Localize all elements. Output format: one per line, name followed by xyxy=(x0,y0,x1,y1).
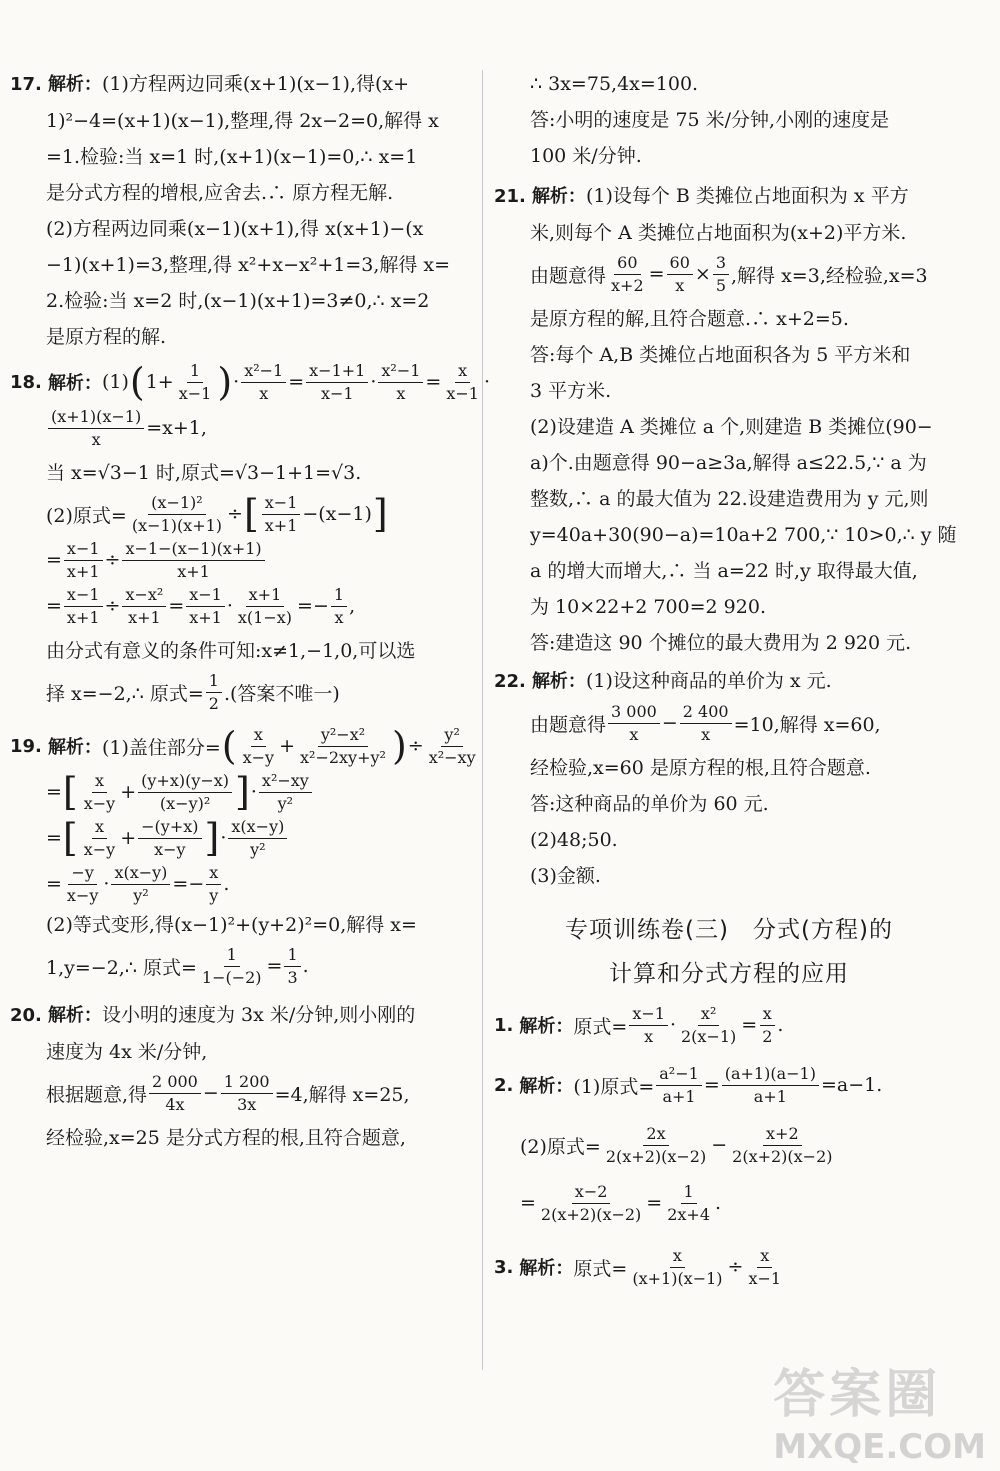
equation-line xyxy=(494,1122,964,1168)
text: =x+1, xyxy=(146,417,207,439)
item-1 xyxy=(494,1002,964,1048)
analysis-tag: 解析： xyxy=(47,1005,102,1026)
fraction: $\frac{\text{x²−1}}{x}$ xyxy=(378,360,423,405)
text: = xyxy=(172,873,189,895)
fraction: $\frac{x}{x-1}$ xyxy=(446,360,479,403)
text: .(答案不唯一) xyxy=(223,682,340,705)
question-21 xyxy=(494,178,964,661)
text: + xyxy=(120,827,137,849)
text-line: (2)48;50. xyxy=(530,829,618,851)
fraction: $\frac{x-2}{2(x+2)(x-2)}$ xyxy=(540,1181,642,1224)
fraction: $\frac{x}{x-y}$ xyxy=(83,770,116,813)
paren-close: ) xyxy=(217,360,233,404)
fraction: $\frac{1}{3}$ xyxy=(284,944,300,989)
bracket-close: ] xyxy=(372,492,388,536)
equation-line xyxy=(10,815,472,861)
fraction: $\frac{1}{x}$ xyxy=(331,584,347,629)
question-number: 1. xyxy=(494,1014,514,1036)
text-line: (2)设建造 A 类摊位 a 个,则建造 B 类摊位(90− xyxy=(530,416,933,438)
fraction: $\frac{1}{1-(-2)}$ xyxy=(201,944,262,987)
section-header xyxy=(494,908,964,996)
text: = xyxy=(266,955,283,977)
fraction: $\frac{60}{x+2}$ xyxy=(611,252,644,295)
analysis-tag: 解析： xyxy=(519,1016,574,1037)
equation-line xyxy=(494,700,964,746)
fraction: $\frac{x}{x-y}$ xyxy=(83,816,116,859)
text-line: =1.检验:当 x=1 时,(x+1)(x−1)=0,∴ x=1 xyxy=(46,146,418,168)
fraction: $\frac{-y}{x-y}$ xyxy=(66,862,99,905)
question-20-continued xyxy=(494,66,964,174)
text: 1+ xyxy=(145,371,174,393)
question-number: 21. xyxy=(494,186,526,207)
text: · xyxy=(226,595,233,617)
left-column xyxy=(10,66,490,1156)
watermark-url: MXQE.COM xyxy=(773,1427,986,1467)
paren-open: ( xyxy=(221,724,237,768)
text: + xyxy=(279,735,295,757)
fraction: $\frac{x}{x-1}$ xyxy=(748,1245,782,1288)
text: =10,解得 x=60, xyxy=(733,713,881,736)
text-line: 整数,∴ a 的最大值为 22.设建造费用为 y 元,则 xyxy=(530,488,929,510)
equation-line xyxy=(494,251,964,297)
item-2 xyxy=(494,1062,964,1226)
equation-line xyxy=(10,943,472,989)
text: = xyxy=(46,827,62,849)
fraction: $\frac{3 000}{x}$ xyxy=(608,701,660,746)
text-line: (2)方程两边同乘(x−1)(x+1),得 x(x+1)−(x xyxy=(46,218,424,240)
question-22 xyxy=(494,663,964,894)
text: × xyxy=(694,263,711,285)
text: ÷ xyxy=(227,503,243,525)
fraction: $\frac{\text{x²−1}}{x}$ xyxy=(241,360,286,405)
text-line: 100 米/分钟. xyxy=(530,145,642,167)
fraction: $\frac{x+2}{2(x+2)(x-2)}$ xyxy=(732,1123,833,1166)
text: 择 x=−2,∴ 原式= xyxy=(46,682,204,705)
fraction: $\frac{x}{2}$ xyxy=(759,1003,775,1048)
question-number: 2. xyxy=(494,1074,514,1096)
text-line: 由分式有意义的条件可知:x≠1,−1,0,可以选 xyxy=(46,640,416,662)
text: · xyxy=(220,827,227,849)
text-line: 为 10×22+2 700=2 920. xyxy=(530,596,766,618)
text: = xyxy=(520,1192,536,1214)
equation-line xyxy=(10,491,472,537)
fraction: $\frac{-(y+x)}{x-y}$ xyxy=(138,816,201,861)
text-line: 答:小明的速度是 75 米/分钟,小刚的速度是 xyxy=(530,109,890,131)
fraction: $\frac{(y+x)(y-x)}{\text{(x−y)²}}$ xyxy=(138,770,232,815)
text: ,解得 x=3,经检验,x=3 xyxy=(731,264,928,287)
fraction: $\frac{\text{y²−x²}}{\text{x²−2xy+y²}}$ xyxy=(300,724,386,767)
analysis-tag: 解析： xyxy=(47,373,102,394)
equation-line xyxy=(494,1002,964,1048)
fraction: $\frac{1}{x-1}$ xyxy=(178,360,212,403)
text: (2)原式= xyxy=(520,1135,601,1158)
text: . xyxy=(302,955,309,977)
equation-line xyxy=(10,583,472,629)
bracket-open: [ xyxy=(243,492,259,536)
text: = xyxy=(46,873,62,895)
fraction: $\frac{x-1}{x+1}$ xyxy=(262,492,301,537)
fraction: $\frac{\text{y²}}{\text{x²−xy}}$ xyxy=(428,724,476,767)
fraction: $\frac{60}{x}$ xyxy=(667,252,693,297)
text: − xyxy=(661,712,678,734)
fraction: $\frac{x-1+1}{x-1}$ xyxy=(306,360,368,405)
text-line: 答:这种商品的单价为 60 元. xyxy=(530,793,769,815)
question-17 xyxy=(10,66,472,355)
text: . xyxy=(715,1192,722,1214)
text: − xyxy=(312,595,329,617)
text: (1)盖住部分= xyxy=(101,736,221,759)
text: = xyxy=(168,595,185,617)
text-line: (1)设这种商品的单价为 x 元. xyxy=(585,670,832,692)
analysis-tag: 解析： xyxy=(47,737,102,758)
text: + xyxy=(120,781,137,803)
fraction: $\frac{2 400}{x}$ xyxy=(680,701,732,746)
text: = xyxy=(297,595,313,617)
fraction: $\frac{x(x-y)}{\text{y²}}$ xyxy=(228,816,287,861)
question-number: 19. xyxy=(10,735,42,757)
text: − xyxy=(711,1134,728,1156)
text: −(x−1) xyxy=(302,503,372,525)
equation-line xyxy=(10,1070,472,1116)
equation-line xyxy=(10,723,476,769)
equation-line xyxy=(10,537,472,583)
text-line: a 的增大而增大,∴ 当 a=22 时,y 取得最大值, xyxy=(530,560,918,582)
fraction: $\frac{(x+1)(x-1)}{x}$ xyxy=(48,406,144,451)
text-line: (3)金额. xyxy=(530,865,601,887)
text: = xyxy=(741,1014,758,1036)
equation-line xyxy=(10,405,472,451)
fraction: $\frac{\text{(x−1)²}}{(x-1)(x+1)}$ xyxy=(131,492,223,535)
bracket-close: ] xyxy=(204,816,220,860)
fraction: $\frac{\text{x²−xy}}{\text{y²}}$ xyxy=(259,770,312,815)
fraction: $\frac{x+1}{x(1-x)}$ xyxy=(237,584,293,627)
fraction: $\frac{x-1}{x}$ xyxy=(629,1003,668,1048)
text-line: 经检验,x=25 是分式方程的根,且符合题意, xyxy=(46,1127,406,1149)
paren-open: ( xyxy=(129,360,145,404)
question-number: 20. xyxy=(10,1005,42,1026)
fraction: $\frac{2x}{2(x+2)(x-2)}$ xyxy=(605,1123,707,1166)
text: 原式= xyxy=(573,1015,628,1038)
fraction: $\frac{x}{y}$ xyxy=(206,862,221,907)
question-number: 3. xyxy=(494,1256,514,1278)
fraction: $\frac{1 200}{3x}$ xyxy=(221,1071,273,1116)
text-line: 设小明的速度为 3x 米/分钟,则小刚的 xyxy=(101,1004,416,1026)
text-line: (1)方程两边同乘(x+1)(x−1),得(x+ xyxy=(101,73,410,95)
text: =a−1. xyxy=(820,1074,883,1096)
fraction: $\frac{x(x-y)}{\text{y²}}$ xyxy=(111,862,170,907)
text: = xyxy=(648,263,665,285)
fraction: $\frac{3}{5}$ xyxy=(713,252,729,297)
fraction: $\frac{x-1}{x+1}$ xyxy=(186,584,225,629)
watermark-logo xyxy=(773,1352,986,1467)
fraction: $\frac{1}{2x+4}$ xyxy=(667,1181,711,1224)
text-line: 是原方程的解. xyxy=(46,326,167,348)
text: − xyxy=(188,873,205,895)
text-line: 是分式方程的增根,应舍去.∴ 原方程无解. xyxy=(46,182,394,204)
text: · xyxy=(250,781,257,803)
text: = xyxy=(646,1192,663,1214)
text: 由题意得 xyxy=(530,264,607,287)
equation-line xyxy=(10,359,490,405)
text: ÷ xyxy=(104,549,121,571)
bracket-open: [ xyxy=(62,770,78,814)
text: = xyxy=(46,549,62,571)
equation-line xyxy=(494,1062,964,1108)
item-3 xyxy=(494,1244,964,1290)
equation-line xyxy=(494,1180,964,1226)
text: ÷ xyxy=(104,595,121,617)
text-line: (1)设每个 B 类摊位占地面积为 x 平方 xyxy=(585,185,909,207)
text: · xyxy=(483,371,490,393)
text-line: 经检验,x=60 是原方程的根,且符合题意. xyxy=(530,757,871,779)
equation-line xyxy=(10,769,472,815)
analysis-tag: 解析： xyxy=(519,1076,574,1097)
question-18 xyxy=(10,359,490,715)
section-subtitle: 计算和分式方程的应用 xyxy=(609,961,849,987)
text-line: a)个.由题意得 90−a≥3a,解得 a≤22.5,∵ a 为 xyxy=(530,452,927,474)
text: · xyxy=(669,1014,676,1036)
text: =4,解得 x=25, xyxy=(274,1083,410,1106)
text-line: 答:每个 A,B 类摊位占地面积各为 5 平方米和 xyxy=(530,344,911,366)
text: 由题意得 xyxy=(530,713,607,736)
question-number: 22. xyxy=(494,671,526,692)
section-title: 专项训练卷(三) 分式(方程)的 xyxy=(565,917,893,943)
text: 原式= xyxy=(573,1257,628,1280)
fraction: $\frac{x-1}{x+1}$ xyxy=(64,584,103,629)
text: · xyxy=(370,371,377,393)
question-20 xyxy=(10,997,472,1156)
fraction: $\frac{x-1-(x-1)(x+1)}{x+1}$ xyxy=(122,538,264,583)
text: = xyxy=(425,371,442,393)
column-divider xyxy=(482,70,483,1370)
fraction: $\frac{1}{2}$ xyxy=(206,670,222,715)
paren-close: ) xyxy=(391,724,407,768)
text: (1) xyxy=(101,371,129,393)
text-line: 1)²−4=(x+1)(x−1),整理,得 2x−2=0,解得 x xyxy=(46,110,439,132)
fraction: $\frac{x}{(x+1)(x-1)}$ xyxy=(632,1245,723,1288)
text: 1,y=−2,∴ 原式= xyxy=(46,956,197,979)
text-line: ∴ 3x=75,4x=100. xyxy=(530,73,699,95)
text: = xyxy=(703,1074,720,1096)
text: (1)原式= xyxy=(573,1075,655,1098)
text: ÷ xyxy=(407,735,424,757)
text: − xyxy=(202,1082,219,1104)
bracket-close: ] xyxy=(235,770,250,814)
text: ÷ xyxy=(727,1256,744,1278)
fraction: $\frac{x}{x-y}$ xyxy=(242,724,275,767)
text-line: −1)(x+1)=3,整理,得 x²+x−x²+1=3,解得 x= xyxy=(46,254,451,276)
fraction: $\frac{\text{a²−1}}{a+1}$ xyxy=(656,1063,702,1108)
text-line: y=40a+30(90−a)=10a+2 700,∵ 10>0,∴ y 随 xyxy=(530,524,957,546)
question-number: 18. xyxy=(10,371,42,393)
equation-line xyxy=(494,1244,964,1290)
question-number: 17. xyxy=(10,74,42,95)
analysis-tag: 解析： xyxy=(531,671,586,692)
text-line: 2.检验:当 x=2 时,(x−1)(x+1)=3≠0,∴ x=2 xyxy=(46,290,430,312)
text-line: 3 平方米. xyxy=(530,380,612,402)
equation-line xyxy=(10,669,472,715)
text: , xyxy=(349,595,356,617)
analysis-tag: 解析： xyxy=(47,74,102,95)
text: = xyxy=(288,371,305,393)
text-line: 是原方程的解,且符合题意.∴ x+2=5. xyxy=(530,308,849,330)
text: . xyxy=(223,873,230,895)
right-column xyxy=(494,66,964,1290)
text: · xyxy=(103,873,110,895)
text: . xyxy=(777,1014,784,1036)
analysis-tag: 解析： xyxy=(519,1258,574,1279)
text-line: 米,则每个 A 类摊位占地面积为(x+2)平方米. xyxy=(530,222,907,244)
text: · xyxy=(233,371,240,393)
fraction: $\frac{\text{x−x²}}{x+1}$ xyxy=(122,584,166,629)
text-line: 当 x=√3−1 时,原式=√3−1+1=√3. xyxy=(46,462,362,484)
fraction: $\frac{2 000}{4x}$ xyxy=(149,1071,201,1116)
text-line: 答:建造这 90 个摊位的最大费用为 2 920 元. xyxy=(530,632,912,654)
text: = xyxy=(46,781,62,803)
bracket-open: [ xyxy=(62,816,78,860)
fraction: $\frac{\text{x²}}{2(x-1)}$ xyxy=(681,1003,737,1046)
text: = xyxy=(46,595,62,617)
text: (2)原式= xyxy=(46,504,127,527)
equation-line xyxy=(10,861,472,907)
text-line: (2)等式变形,得(x−1)²+(y+2)²=0,解得 x= xyxy=(46,914,417,936)
question-19 xyxy=(10,723,476,989)
analysis-tag: 解析： xyxy=(531,186,586,207)
text: 根据题意,得 xyxy=(46,1083,148,1106)
fraction: $\frac{x-1}{x+1}$ xyxy=(64,538,103,583)
fraction: $\frac{(a+1)(a-1)}{a+1}$ xyxy=(722,1063,819,1108)
text-line: 速度为 4x 米/分钟, xyxy=(46,1041,208,1063)
watermark-text: 答案圈 xyxy=(773,1365,942,1425)
